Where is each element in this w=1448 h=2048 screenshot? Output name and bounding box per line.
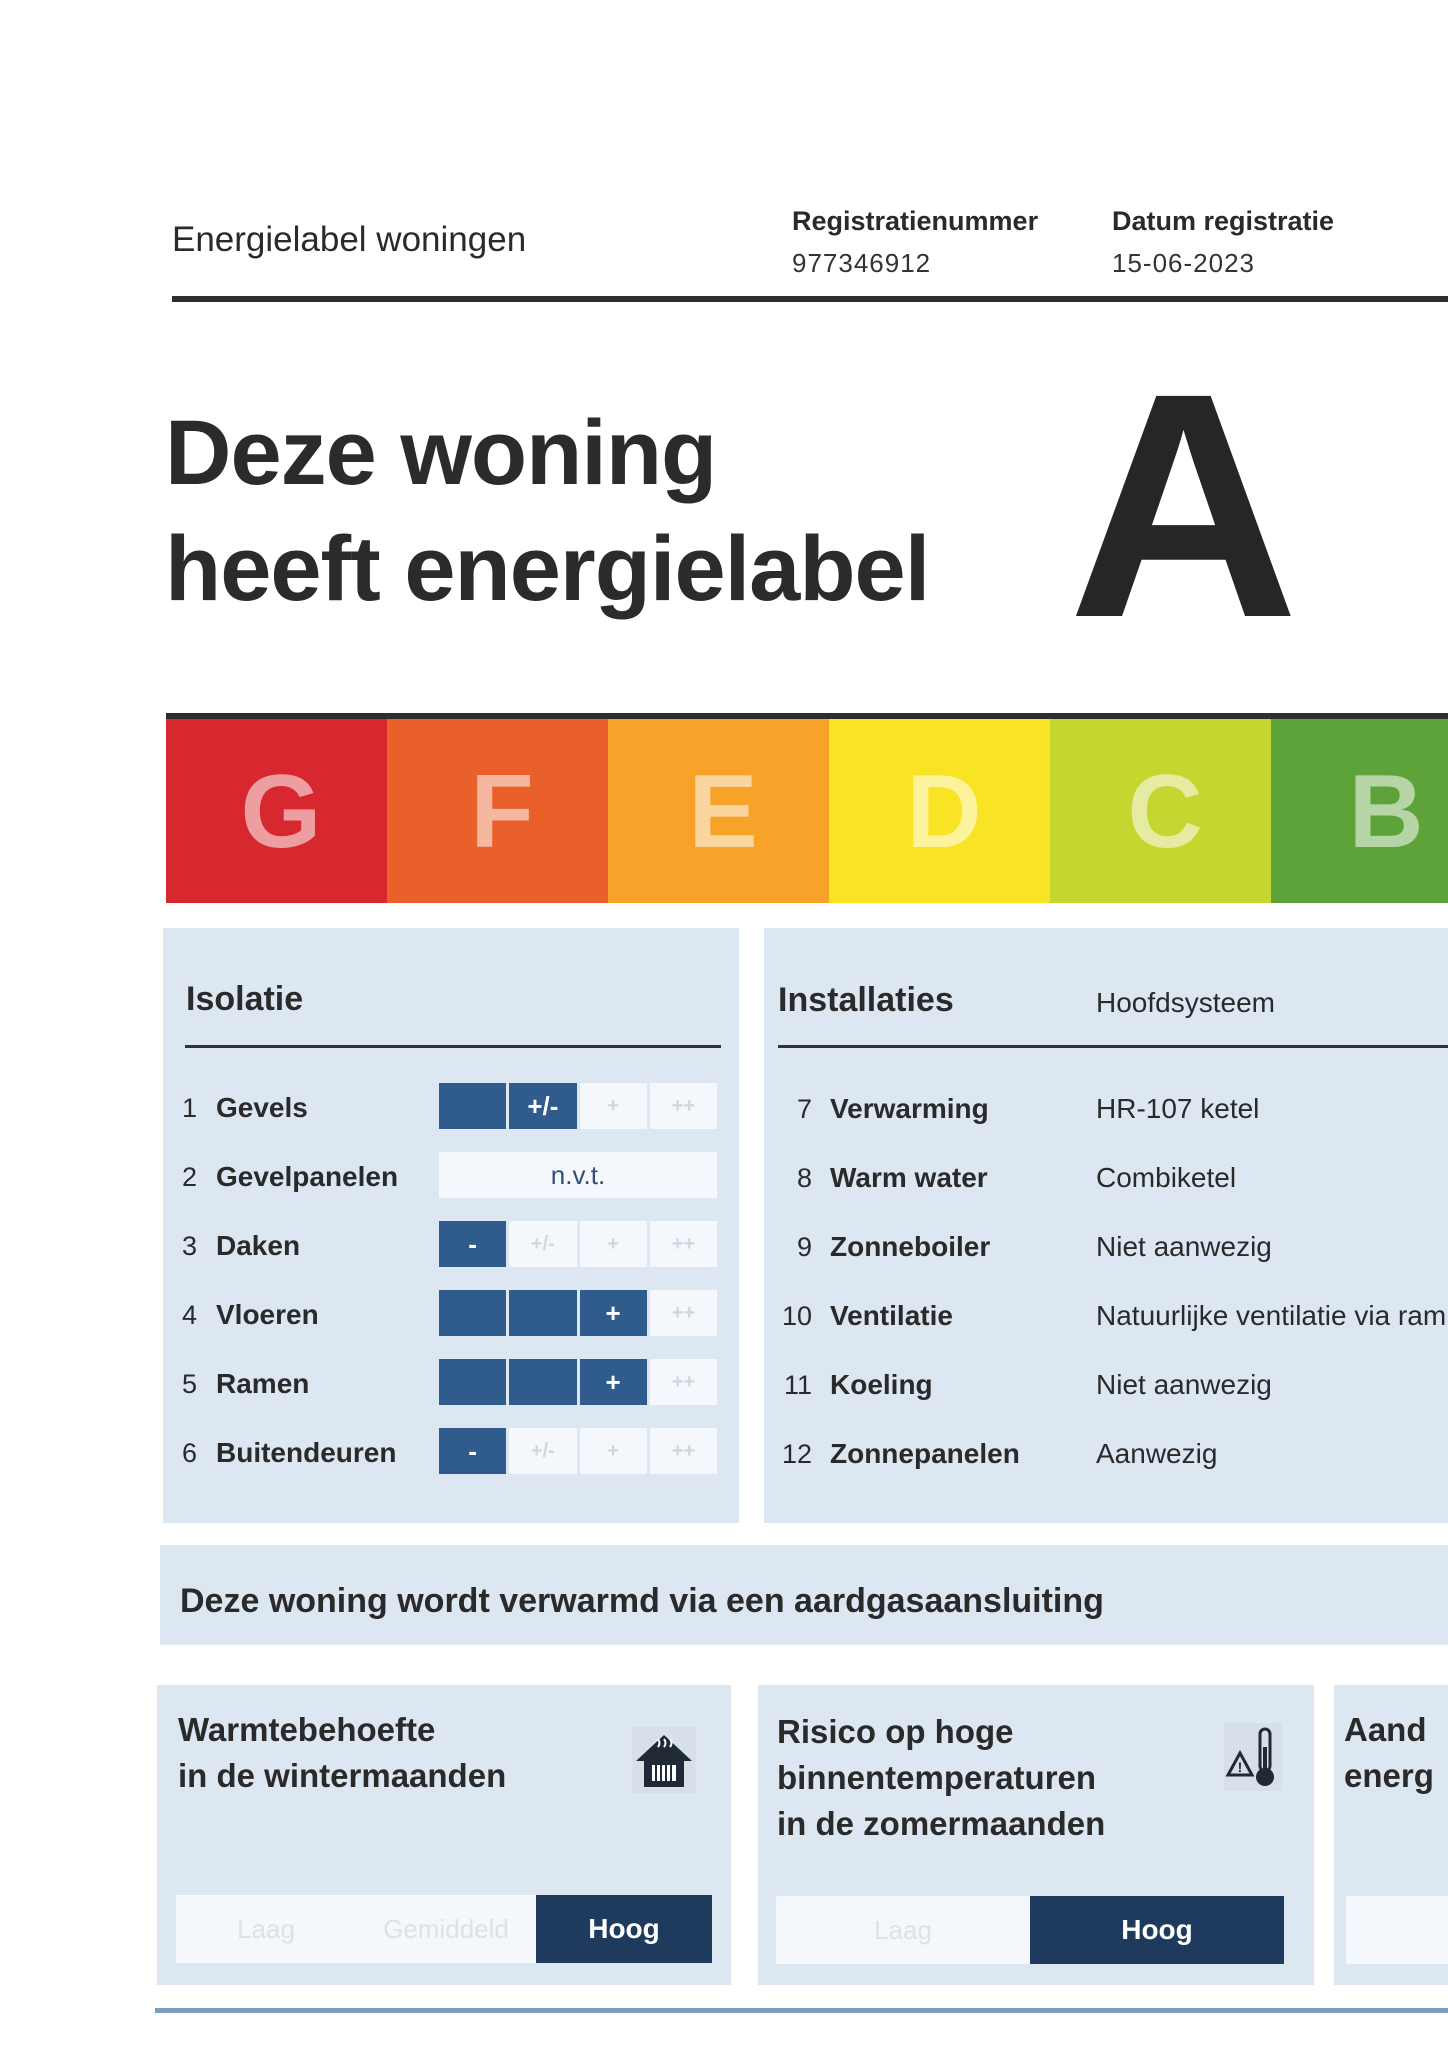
isolatie-rating-segment: -: [439, 1221, 506, 1267]
isolatie-rating-segment: +: [580, 1359, 647, 1405]
risico-title-line-3: in de zomermaanden: [777, 1805, 1106, 1842]
isolatie-rating-bar: [439, 1221, 717, 1267]
installatie-row-number: 8: [796, 1163, 812, 1193]
installatie-row-value: HR-107 ketel: [1096, 1093, 1260, 1124]
registration-number-label: Registratienummer: [792, 206, 1039, 236]
installatie-row-value: Combiketel: [1096, 1162, 1237, 1193]
isolatie-rating-segment: +: [580, 1428, 647, 1474]
isolatie-row-number: 3: [181, 1231, 197, 1261]
risico-title-line-1: Risico op hoge: [777, 1713, 1014, 1750]
isolatie-rule: [185, 1045, 721, 1048]
headline-line-2: heeft energielabel: [165, 518, 930, 620]
installatie-row-label: Koeling: [830, 1369, 933, 1400]
bottom-rule: [155, 2008, 1448, 2013]
isolatie-row-number: 5: [181, 1369, 197, 1399]
installatie-row-number: 9: [796, 1232, 812, 1262]
installatie-row-value: Aanwezig: [1096, 1438, 1218, 1469]
energy-class-scale: [166, 719, 1448, 903]
installatie-row-value: Niet aanwezig: [1096, 1231, 1272, 1262]
isolatie-rating-bar: [439, 1359, 717, 1405]
warmtebehoefte-scale: [176, 1895, 712, 1963]
isolatie-row-label: Gevels: [216, 1092, 308, 1123]
energy-class-e-letter: E: [688, 754, 758, 870]
isolatie-heading: Isolatie: [186, 980, 304, 1018]
isolatie-row-number: 4: [181, 1300, 197, 1330]
risico-card: [758, 1685, 1314, 1985]
isolatie-row-label: Gevelpanelen: [216, 1161, 399, 1192]
isolatie-rating-segment: ++: [650, 1428, 717, 1474]
registration-date-label: Datum registratie: [1112, 206, 1335, 236]
aandeel-scale: [1346, 1896, 1448, 1964]
gas-connection-text: Deze woning wordt verwarmd via een aardgasaansluiting: [180, 1582, 1104, 1620]
installatie-row-number: 12: [781, 1439, 812, 1469]
isolatie-panel: [163, 928, 739, 1523]
energy-class-f-letter: F: [470, 754, 534, 870]
isolatie-rating-segment: +/-: [509, 1428, 576, 1474]
energy-class-c-letter: C: [1127, 754, 1203, 870]
warmtebehoefte-option-laag: Laag: [237, 1913, 295, 1944]
isolatie-rating-bar: [439, 1428, 717, 1474]
isolatie-row-number: 2: [181, 1162, 197, 1192]
energy-class-scale-graphic: [166, 719, 1448, 903]
risico-title-line-2: binnentemperaturen: [777, 1759, 1097, 1796]
isolatie-row-label: Buitendeuren: [216, 1437, 397, 1468]
installatie-row-number: 11: [783, 1370, 812, 1400]
aandeel-title-line-2: energ: [1344, 1757, 1434, 1794]
installatie-row-number: 7: [796, 1094, 812, 1124]
installaties-rule: [778, 1045, 1448, 1048]
isolatie-rating-bar: [439, 1290, 717, 1336]
header-divider: [172, 296, 1448, 302]
isolatie-rating-segment: +: [580, 1083, 647, 1129]
radiator-house-icon: [632, 1727, 696, 1793]
risico-option-hoog: Hoog: [1030, 1896, 1284, 1964]
isolatie-row-number: 6: [181, 1438, 197, 1468]
registration-number-value: 977346912: [792, 248, 932, 278]
isolatie-rating-nvt: n.v.t.: [439, 1152, 717, 1198]
installatie-row-number: 10: [781, 1301, 812, 1331]
isolatie-rating-segment: ++: [650, 1290, 717, 1336]
isolatie-rating-segment: ++: [650, 1359, 717, 1405]
isolatie-rating-segment: -: [439, 1290, 506, 1336]
isolatie-rating-segment: -: [439, 1428, 506, 1474]
installatie-row-label: Ventilatie: [830, 1300, 953, 1331]
isolatie-row-label: Ramen: [216, 1368, 310, 1399]
energy-label-letter: A: [1068, 326, 1300, 684]
installatie-row-label: Zonnepanelen: [830, 1438, 1020, 1469]
isolatie-rating-segment: +: [580, 1221, 647, 1267]
warmtebehoefte-card: [157, 1685, 731, 1985]
warmtebehoefte-option-gemiddeld: Gemiddeld: [383, 1913, 509, 1944]
energy-class-b-letter: B: [1348, 754, 1424, 870]
isolatie-rating-segment: +/-: [509, 1359, 576, 1405]
isolatie-rating-segment: +/-: [509, 1290, 576, 1336]
isolatie-rating-segment: -: [439, 1359, 506, 1405]
installatie-row-value: Niet aanwezig: [1096, 1369, 1272, 1400]
hoofdsysteem-label: Hoofdsysteem: [1096, 987, 1275, 1018]
installatie-row-label: Warm water: [830, 1162, 988, 1193]
warmtebehoefte-option-hoog: Hoog: [536, 1895, 712, 1963]
headline: [165, 395, 929, 627]
installaties-panel: [764, 928, 1448, 1523]
aandeel-energie-card: [1334, 1685, 1448, 1985]
isolatie-rating-segment: ++: [650, 1221, 717, 1267]
warmtebehoefte-title-line-1: Warmtebehoefte: [178, 1711, 436, 1748]
isolatie-row-label: Daken: [216, 1230, 301, 1261]
isolatie-rating-segment: ++: [650, 1083, 717, 1129]
installatie-row-label: Verwarming: [830, 1093, 989, 1124]
installatie-row-label: Zonneboiler: [830, 1231, 991, 1262]
aandeel-title: [1344, 1707, 1434, 1799]
thermometer-warning-icon: [1224, 1723, 1282, 1791]
installatie-row-value: Natuurlijke ventilatie via ram: [1096, 1300, 1447, 1331]
document-title: Energielabel woningen: [172, 220, 527, 259]
energy-class-g-letter: G: [240, 754, 322, 870]
isolatie-row-label: Vloeren: [216, 1299, 319, 1330]
energy-class-d-letter: D: [906, 754, 982, 870]
svg-text:!: !: [1237, 1759, 1243, 1775]
risico-option-laag: Laag: [874, 1914, 932, 1945]
isolatie-rating-segment: +: [580, 1290, 647, 1336]
risico-scale: [776, 1896, 1284, 1964]
installaties-heading: Installaties: [778, 981, 954, 1019]
isolatie-rating-segment: -: [439, 1083, 506, 1129]
registration-date-value: 15-06-2023: [1112, 248, 1255, 278]
isolatie-row-number: 1: [181, 1093, 197, 1123]
headline-line-1: Deze woning: [165, 402, 717, 504]
isolatie-rating-segment: +/-: [509, 1083, 576, 1129]
aandeel-title-line-1: Aand: [1344, 1711, 1427, 1748]
risico-title: [777, 1709, 1105, 1847]
isolatie-rating-bar: [439, 1083, 717, 1129]
warmtebehoefte-title: [178, 1707, 506, 1799]
isolatie-rating-segment: +/-: [509, 1221, 576, 1267]
warmtebehoefte-title-line-2: in de wintermaanden: [178, 1757, 507, 1794]
